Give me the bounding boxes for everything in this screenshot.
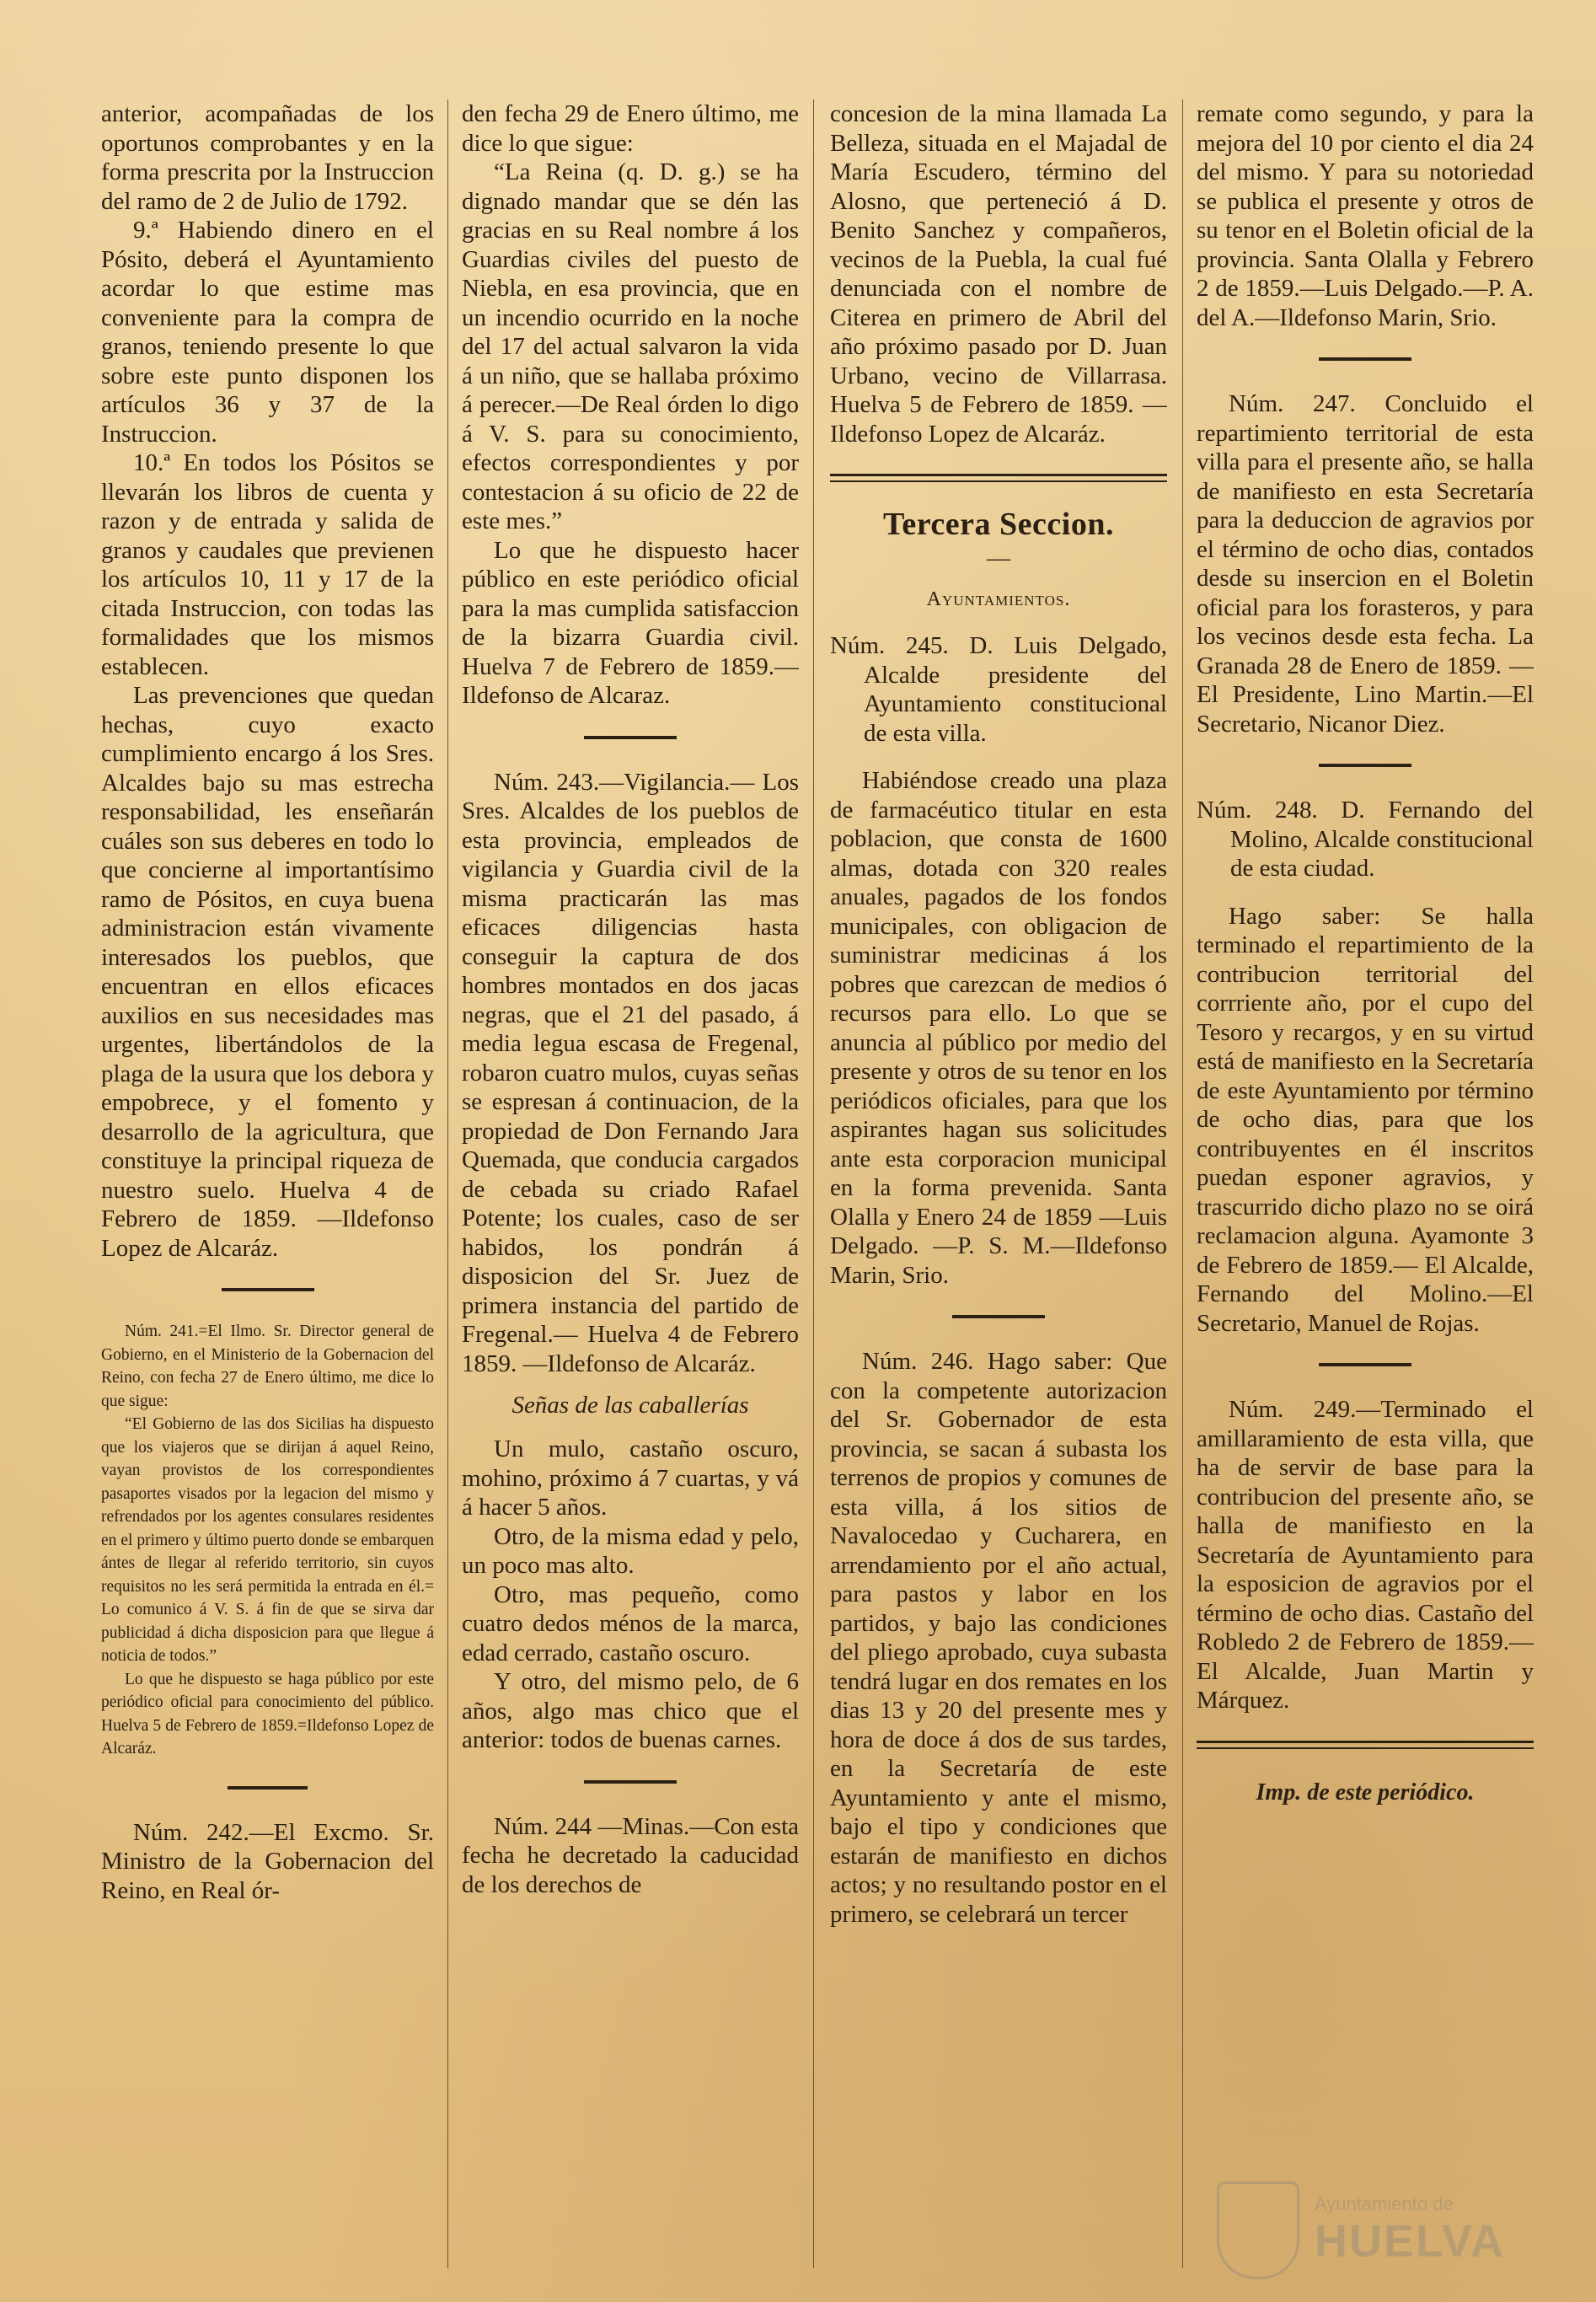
column-rule [813,99,814,2268]
senas-item: Y otro, del mismo pelo, de 6 años, algo mas chico que el anterior: todos de buenas carnes. [462,1668,799,1753]
section-title: Tercera Seccion. [883,507,1114,542]
notice-244-start: Núm. 244 —Minas.—Con esta fecha he decretado la caducidad de los derechos de [462,1812,799,1898]
subsection-title: Ayuntamientos. [926,588,1071,610]
notice-242-closing: Lo que he dispuesto hacer público en este periódico oficial para la mas cumplida satisfaccion de la bizarra Guardia civil. Huelva 7 de Febrero de 1859.—Ildefonso de Alcaraz. [462,536,799,709]
paragraph-article-10: 10.ª En todos los Pósitos se llevarán los libros de cuenta y razon y de entrada y salida de granos y caudales que previenen los artículos 10, 11 y 17 de la citada Instruccion, con todas las formalidades que los mismos establecen. [101,449,434,680]
notice-244-continuation: concesion de la mina llamada La Belleza, situada en el Majadal de María Escudero, término del Alosno, que perteneció á D. Benito Sanchez y compañeros, vecinos de la Puebla, la cual fué denunciada con el nombre de Citerea en primero de Abril del año próximo pasado por D. Juan Urbano, vecino de Villarrasa. Huelva 5 de Febrero de 1859. —Ildefonso Lopez de Alcaráz. [830,100,1167,448]
notice-249: Núm. 249.—Terminado el amillaramiento de esta villa, que ha de servir de base para la contribucion del presente año, se halla de manifiesto en la Secretaría de Ayuntamiento para la esposicion de agravios por el término de ocho dias. Castaño del Robledo 2 de Febrero de 1859.—El Alcalde, Juan Martin y Márquez. [1197,1396,1534,1714]
column-rule [447,99,448,2268]
senas-item: Un mulo, castaño oscuro, mohino, próximo á 7 cuartas, y vá á hacer 5 años. [462,1435,799,1521]
notice-248-body: Hago saber: Se halla terminado el repartimiento de la contribucion territorial del corrriente año, por el cupo del Tesoro y recargos, y en su virtud está de manifiesto en la Secretaría de este Ayuntamiento por término de ocho dias, para que los contribuyentes en él inscritos puedan esponer agravios, y trascurrido dicho plazo no se oirá reclamacion alguna. Ayamonte 3 de Febrero de 1859.— El Alcalde, Fernando del Molino.—El Secretario, Manuel de Rojas. [1197,902,1534,1337]
notice-245-body: Habiéndose creado una plaza de farmacéutico titular en esta poblacion, que consta de 1600 almas, dotada con 320 reales anuales, pagados de los fondos municipales, con obligacion de suministrar medicinas á los pobres que carezcan de medios ó recursos para ello. Lo que se anuncia al público por medio del presente y otros de su tenor en los periódicos oficiales, para que los aspirantes hagan sus solicitudes ante esta corporacion municipal en la forma prevenida. Santa Olalla y Enero 24 de 1859 —Luis Delgado. —P. S. M.—Ildefonso Marin, Srio. [830,767,1167,1289]
notice-241-closing: Lo que he dispuesto se haga público por este periódico oficial para conocimiento del público. Huelva 5 de Febrero de 1859.=Ildefonso Lopez de Alcaráz. [101,1670,434,1757]
senas-item: Otro, de la misma edad y pelo, un poco mas alto. [462,1522,799,1579]
column-4 [1197,99,1534,2277]
notice-242-start: Núm. 242.—El Excmo. Sr. Ministro de la Gobernacion del Reino, en Real ór- [101,1818,434,1904]
city-shield-icon [1217,2181,1299,2279]
notice-241 [101,1320,434,1761]
paragraph-article-9: 9.ª Habiendo dinero en el Pósito, deberá el Ayuntamiento acordar lo que estime mas conveniente para la compra de granos, teniendo presente lo que sobre este punto disponen los artículos 36 y 37 de la Instruccion. [101,217,434,448]
notice-248-heading: Núm. 248. D. Fernando del Molino, Alcalde constitucional de esta ciudad. [1197,797,1534,882]
paragraph-intro: anterior, acompañadas de los oportunos comprobantes y en la forma prescrita por la Instruccion del ramo de 2 de Julio de 1792. [101,100,434,215]
section-separator [584,1780,677,1784]
archive-watermark [1217,2176,1537,2285]
section-separator [952,1315,1045,1318]
imprint-line: Imp. de este periódico. [1256,1779,1475,1806]
watermark-line-2: HUELVA [1315,2216,1505,2267]
column-2 [462,99,799,2277]
senas-item: Otro, mas pequeño, como cuatro dedos ménos de la marca, edad cerrado, castaño oscuro. [462,1580,799,1666]
notice-241-quote: “El Gobierno de las dos Sicilias ha dispuesto que los viajeros que se dirijan á aquel Reino, vayan provistos de los correspondientes pasaportes visados por la legacion del mismo y refrendados por los agentes consulares residentes en el primero y último puerto donde se embarquen ántes de llegar al referido territorio, sin cuyos requisitos no les será permitida la entrada en él.= Lo comunico á V. S. á fin de que se sirva dar publicidad á dicha disposicion para que llegue á noticia de todos.” [101,1415,434,1665]
notice-242-continuation: den fecha 29 de Enero último, me dice lo que sigue: [462,100,799,157]
notice-246-continuation: remate como segundo, y para la mejora del 10 por ciento el dia 24 del mismo. Y para su notoriedad se publica el presente y otros de su tenor en el Boletin oficial de la provincia. Santa Olalla y Febrero 2 de 1859.—Luis Delgado.—P. A. del A.—Ildefonso Marin, Srio. [1197,100,1534,331]
section-separator [228,1786,308,1790]
paragraph-prevenciones: Las prevenciones que quedan hechas, cuyo exacto cumplimiento encargo á los Sres. Alcaldes bajo su mas estrecha responsabilidad, les enseñarán cuáles son sus deberes en todo lo que concierne al importantísimo ramo de Pósitos, en cuya buena administracion están vivamente interesados los pueblos, que encuentran en ellos eficaces auxilios en sus necesidades mas urgentes, libertándolos de la plaga de la usura que los debora y empobrece, y el fomento y desarrollo de la agricultura, que constituye la principal riqueza de nuestro suelo. Huelva 4 de Febrero de 1859. —Ildefonso Lopez de Alcaráz. [101,682,434,1262]
section-separator [1319,1363,1411,1366]
notice-241-intro: Núm. 241.=El Ilmo. Sr. Director general de Gobierno, en el Ministerio de la Gobernacion del Reino, con fecha 27 de Enero último, me dice lo que sigue: [101,1323,434,1410]
section-separator [222,1288,314,1291]
section-separator [584,736,677,739]
watermark-line-1: Ayuntamiento de [1315,2193,1454,2214]
double-rule [830,474,1167,482]
notice-246-start: Núm. 246. Hago saber: Que con la competente autorizacion del Sr. Gobernador de esta provincia, se sacan á subasta los terrenos de propios y comunes de esta villa, á los sitios de Navalocedao y Cucharera, en arrendamiento por el año actual, para pastos y labor en los partidos, y bajo las condiciones del pliego aprobado, cuya subasta tendrá lugar en dos remates en los dias 13 y 20 del presente mes y hora de doce á dos de sus tardes, en la Secretaría de este Ayuntamiento y ante el mismo, bajo el tipo y condiciones que estarán de manifiesto en dichos actos; y no resultando postor en el primero, se celebrará un tercer [830,1348,1167,1928]
double-rule [1197,1741,1534,1749]
notice-245-heading: Núm. 245. D. Luis Delgado, Alcalde presidente del Ayuntamiento constitucional de esta villa. [830,632,1167,747]
senas-heading: Señas de las caballerías [511,1392,749,1419]
notice-243: Núm. 243.—Vigilancia.— Los Sres. Alcaldes de los pueblos de esta provincia, empleados de vigilancia y Guardia civil de la misma practicarán las mas eficaces diligencias hasta conseguir la captura de dos hombres montados en dos jacas negras, que el 21 del pasado, á media legua escasa de Fregenal, robaron cuatro mulos, cuyas señas se espresan á continuacion, de la propiedad de Don Fernando Jara Quemada, que conducia cargados de cebada su criado Rafael Potente; los cuales, caso de ser habidos, los pondrán á disposicion del Sr. Juez de primera instancia del partido de Fregenal.— Huelva 4 de Febrero 1859. —Ildefonso de Alcaráz. [462,768,799,1377]
section-separator [1319,764,1411,767]
column-rule [1182,99,1183,2268]
notice-242-quote: “La Reina (q. D. g.) se ha dignado mandar que se dén las gracias en su Real nombre á los Guardias civiles del puesto de Niebla, en esa provincia, que en un incendio ocurrido en la noche del 17 del actual salvaron la vida á un niño, que se hallaba próximo á perecer.—De Real órden lo digo á V. S. para su conocimiento, efectos correspondientes y por contestacion á su oficio de 22 de este mes.” [462,158,799,534]
notice-247: Núm. 247. Concluido el repartimiento territorial de esta villa para el presente año, se halla de manifiesto en esta Secretaría para la deduccion de agravios por el término de ocho dias, contados desde su insercion en el Boletin oficial para los forasteros, y para los vecinos desde esta fecha. La Granada 28 de Enero de 1859. —El Presidente, Lino Martin.—El Secretario, Nicanor Diez. [1197,390,1534,738]
section-dash: — [987,545,1010,571]
column-3 [830,99,1167,2277]
section-separator [1319,357,1411,361]
column-1 [101,99,434,2277]
